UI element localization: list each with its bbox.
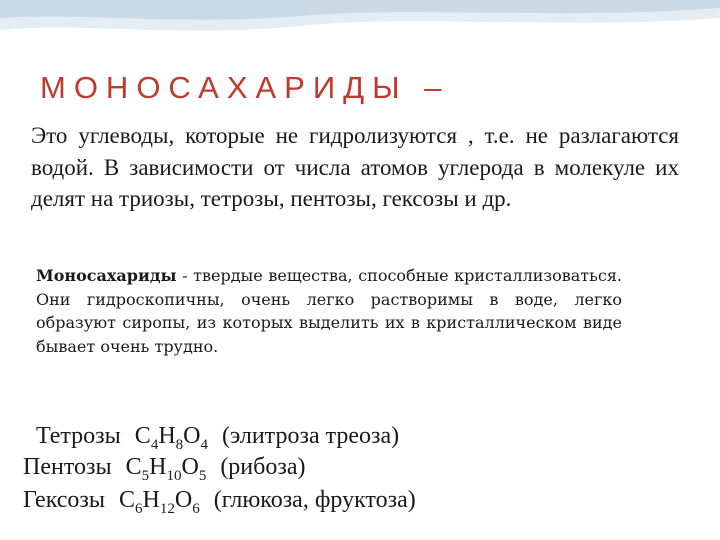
formula-c: C: [134, 423, 151, 449]
formula-subscript: 4: [200, 437, 208, 453]
formula-c: C: [119, 487, 136, 513]
formula-examples: (рибоза): [220, 454, 306, 480]
formula-subscript: 6: [192, 501, 200, 517]
formula-examples: (элитроза треоза): [222, 423, 400, 449]
properties-paragraph: [36, 264, 622, 358]
formula-examples: (глюкоза, фруктоза): [213, 487, 416, 513]
formula-part: O: [183, 423, 201, 449]
formula-line-hexoses: [23, 484, 416, 516]
formula-subscript: 5: [198, 468, 207, 484]
formula-name: Пентозы: [23, 454, 112, 480]
definition-paragraph: Это углеводы, которые не гидролизуются , т.е. не разлагаются водой. В зависимости от числа атомов углерода в молекуле их делят на триозы, тетрозы, пентозы, гексозы и др.: [31, 123, 679, 211]
formula-name: Тетрозы: [36, 423, 121, 449]
formula-part: H: [158, 423, 176, 449]
formula-name: Гексозы: [23, 487, 106, 513]
slide-title: МОНОСАХАРИДЫ –: [40, 70, 450, 105]
formula-subscript: 10: [166, 468, 182, 484]
formula-subscript: 12: [159, 501, 175, 517]
properties-term: Моносахариды: [36, 266, 177, 285]
formula-part: H: [149, 454, 167, 480]
header-wave-decoration: [0, 0, 720, 60]
formula-line-pentoses: [23, 451, 305, 483]
formula-part: O: [174, 487, 193, 513]
formula-subscript: 4: [150, 437, 159, 453]
formula-subscript: 6: [135, 501, 143, 517]
formula-c: C: [125, 454, 142, 480]
formula-line-tetroses: [36, 420, 399, 452]
properties-text: - твердые вещества, способные кристаллизоваться. Они гидроскопичны, очень легко растворимы в воде, легко образуют сиропы, из которых выделить их в кристаллическом виде бывает очень трудно.: [36, 266, 622, 356]
formula-subscript: 8: [175, 437, 184, 453]
formula-part: O: [181, 454, 199, 480]
formula-part: H: [142, 487, 160, 513]
formula-subscript: 5: [141, 468, 150, 484]
